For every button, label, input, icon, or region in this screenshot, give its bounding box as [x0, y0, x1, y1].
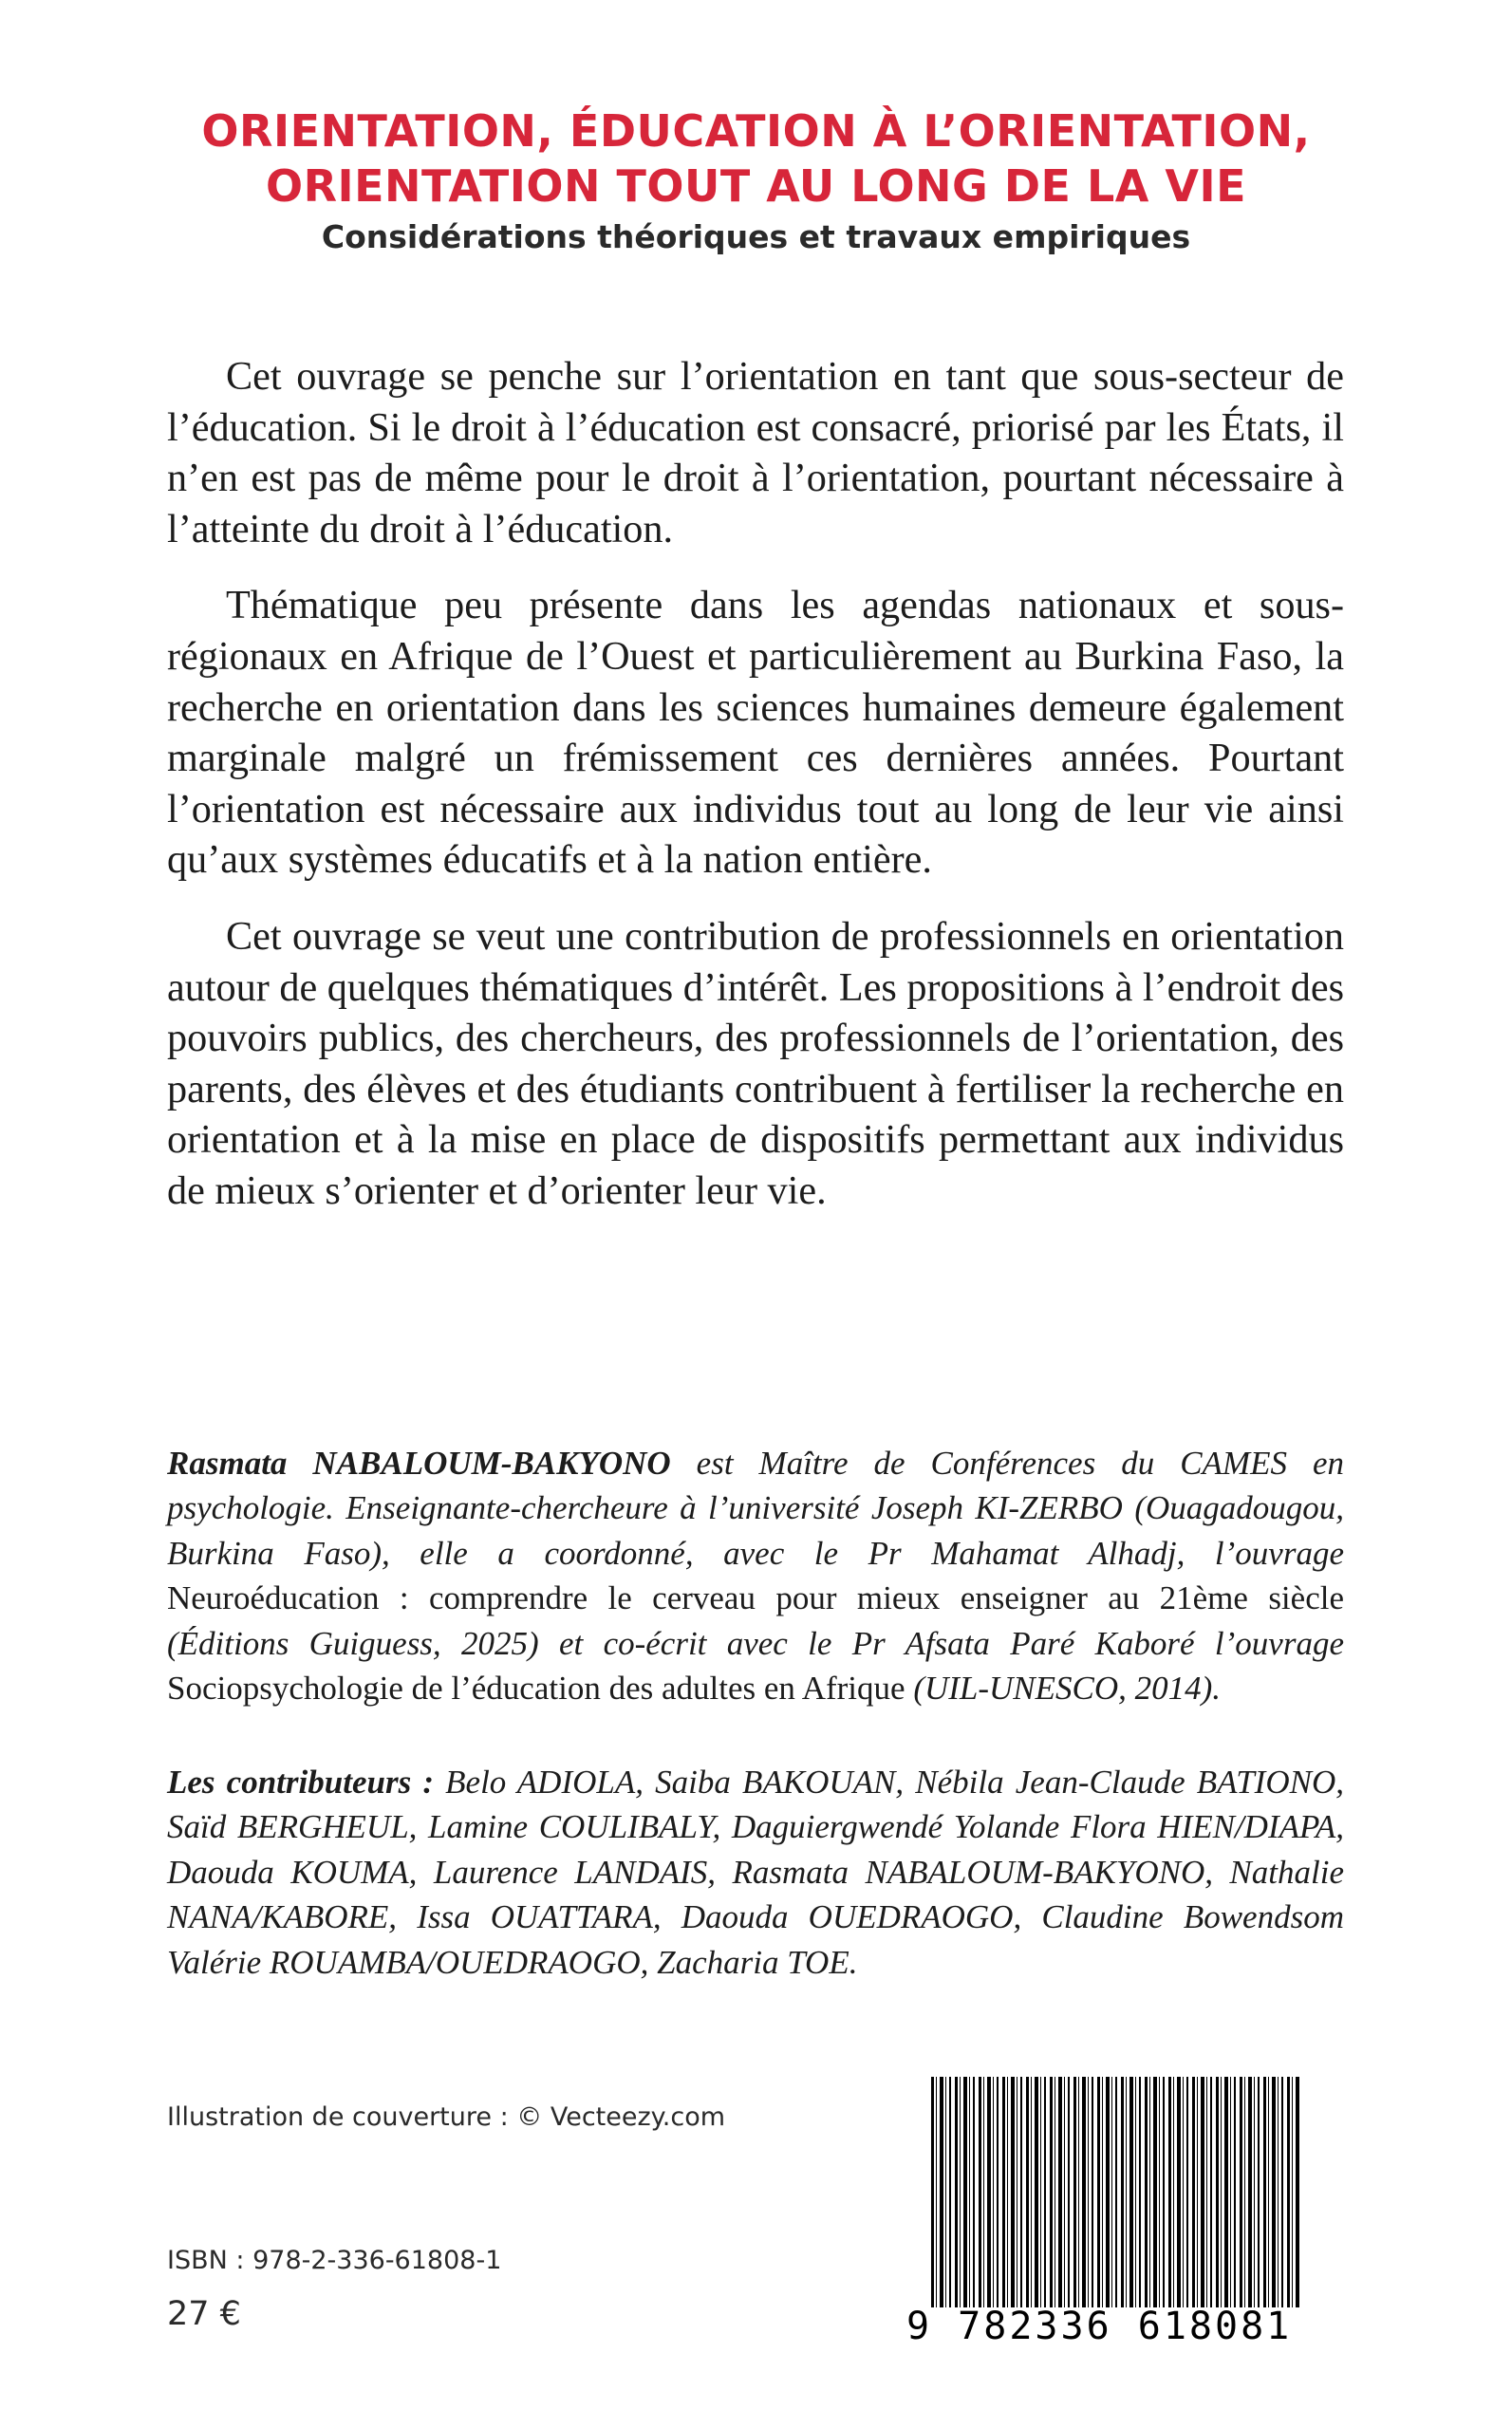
bio-book-title-2: Sociopsychologie de l’éducation des adultes en Afrique	[167, 1670, 905, 1708]
barcode-bars	[931, 2077, 1301, 2307]
bio-text-1: est Maître de Conférences du CAMES en psychologie. Enseignante-chercheure à l’université Joseph KI-ZERBO (Ouagadougou, Burkina Faso), elle a coordonné, avec le Pr Mahamat Alhadj, l’ouvrage	[167, 1445, 1344, 1572]
isbn: ISBN : 978-2-336-61808-1	[167, 2246, 502, 2275]
price: 27 €	[167, 2295, 241, 2333]
bio-book-title-1: Neuroéducation : comprendre le cerveau pour mieux enseigner au 21ème siècle	[167, 1579, 1344, 1617]
bio-text-2: (Éditions Guiguess, 2025) et co-écrit avec le Pr Afsata Paré Kaboré l’ouvrage	[167, 1624, 1344, 1662]
author-name: Rasmata NABALOUM-BAKYONO	[167, 1445, 671, 1482]
barcode-digits: 9 782336 618081	[906, 2305, 1293, 2348]
blurb	[167, 351, 1344, 1242]
blurb-paragraph-2: Thématique peu présente dans les agendas nationaux et sous-régionaux en Afrique de l’Ouest et particulièrement au Burkina Faso, la recherche en orientation dans les sciences humaines demeure également marginale malgré un frémissement ces dernières années. Pourtant l’orientation est nécessaire aux individus tout au long de leur vie ainsi qu’aux systèmes éducatifs et à la nation entière.	[167, 583, 1344, 883]
barcode	[906, 2067, 1305, 2352]
bio-text-3: (UIL-UNESCO, 2014).	[905, 1670, 1222, 1708]
book-subtitle: Considérations théoriques et travaux empiriques	[321, 218, 1191, 255]
blurb-paragraph-3: Cet ouvrage se veut une contribution de professionnels en orientation autour de quelques thématiques d’intérêt. Les propositions à l’endroit des pouvoirs publics, des chercheurs, des professionnels de l’orientation, des parents, des élèves et des étudiants contribuent à fertiliser la recherche en orientation et à la mise en place de dispositifs permettant aux individus de mieux s’orienter et d’orienter leur vie.	[167, 913, 1344, 1213]
contributors-label: Les contributeurs :	[167, 1764, 434, 1801]
contributors	[167, 1760, 1344, 1985]
author-bio	[167, 1441, 1344, 1710]
illustration-credit: Illustration de couverture : © Vecteezy.com	[167, 2102, 726, 2132]
book-title-line-1: ORIENTATION, ÉDUCATION À L’ORIENTATION,	[201, 105, 1311, 157]
blurb-paragraph-1: Cet ouvrage se penche sur l’orientation en tant que sous-secteur de l’éducation. Si le droit à l’éducation est consacré, priorisé par les États, il n’en est pas de même pour le droit à l’orientation, pourtant nécessaire à l’atteinte du droit à l’éducation.	[167, 354, 1344, 551]
book-title-line-2: ORIENTATION TOUT AU LONG DE LA VIE	[265, 160, 1247, 212]
contributors-names: Belo ADIOLA, Saiba BAKOUAN, Nébila Jean-Claude BATIONO, Saïd BERGHEUL, Lamine COULIBALY, Daguiergwendé Yolande Flora HIEN/DIAPA, Daouda KOUMA, Laurence LANDAIS, Rasmata NABALOUM-BAKYONO, Nathalie NANA/KABORE, Issa OUATTARA, Daouda OUEDRAOGO, Claudine Bowendsom Valérie ROUAMBA/OUEDRAOGO, Zacharia TOE.	[167, 1764, 1344, 1981]
